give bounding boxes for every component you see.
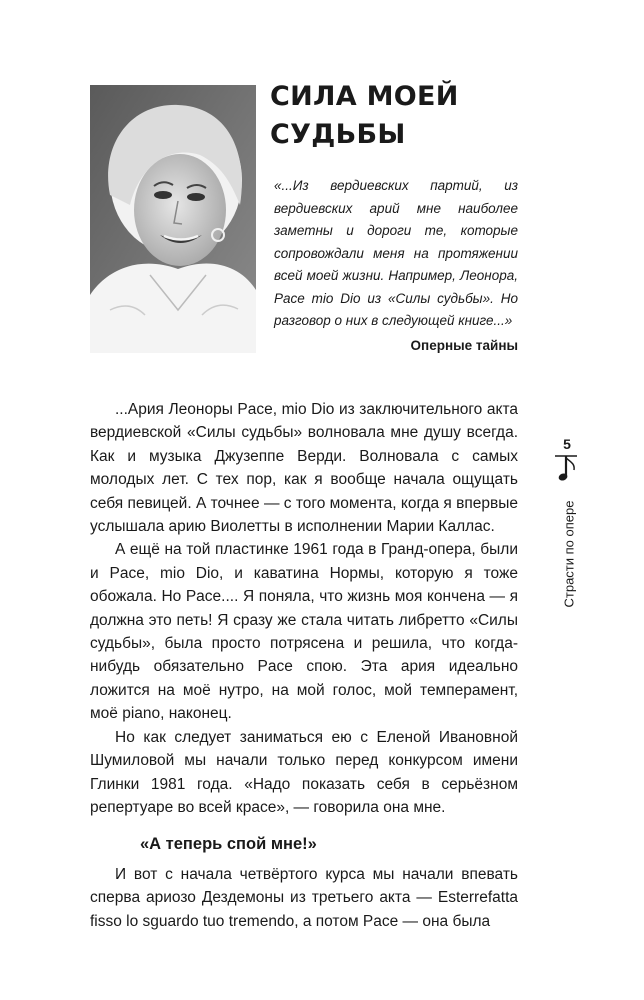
- author-portrait: [90, 85, 256, 353]
- epigraph-source: Оперные тайны: [410, 338, 518, 353]
- epigraph-text: «...Из вердиевских партий, из вердиевских арий мне наиболее заметны и дороги те, которые сопровождали меня на протяжении всей моей жизни. Например, Леонора, Pace mio Dio из «Силы судьбы». Но разговор о них в следующей книге...»: [274, 178, 518, 328]
- section-subheading: [90, 833, 518, 856]
- body-text: [90, 398, 518, 933]
- paragraph: И вот с начала четвёртого курса мы начали впевать сперва ариозо Дездемоны из третьего акта — Esterrefatta fisso lo sguardo tuo tremendo, а потом Pace — она была: [90, 865, 518, 930]
- paragraph: Но как следует заниматься ею с Еленой Ивановной Шумиловой мы начали только перед конкурсом имени Глинки 1981 года. «Надо показать себя в серьёзном репертуаре во всей красе», — говорила она мне.: [90, 728, 518, 816]
- section-subheading-text: «А теперь спой мне!»: [140, 835, 317, 854]
- paragraph: ...Ария Леоноры Pace, mio Dio из заключительного акта вердиевской «Силы судьбы» волновала мне душу всегда. Как и музыка Джузеппе Верди. Волновала с самых молодых лет. С тех пор, как я вообще начала ощущать себя певицей. А точнее — с того момента, когда я впервые услышала арию Виолетты в исполнении Марии Каллас.: [90, 401, 518, 536]
- paragraph: А ещё на той пластинке 1961 года в Гранд-опера, были и Pace, mio Dio, и каватина Нормы, которую я тоже обожала. Но Pace.... Я поняла, что жизнь моя кончена — я должна это петь! Я сразу же стала читать либретто «Силы судьбы», была просто потрясена и решила, что когда-нибудь обязательно Pace спою. Эта ария идеально ложится на моё нутро, на мой голос, мой темперамент, моё piano, наконец.: [90, 541, 518, 723]
- chapter-title-line-2: СУДЬБЫ: [270, 119, 406, 150]
- running-section-title-text: Страсти по опере: [561, 500, 577, 608]
- chapter-title-line-1: СИЛА МОЕЙ: [270, 81, 459, 112]
- page-number: 5: [563, 436, 571, 452]
- chapter-title: [270, 78, 530, 154]
- running-section-title: [555, 484, 583, 624]
